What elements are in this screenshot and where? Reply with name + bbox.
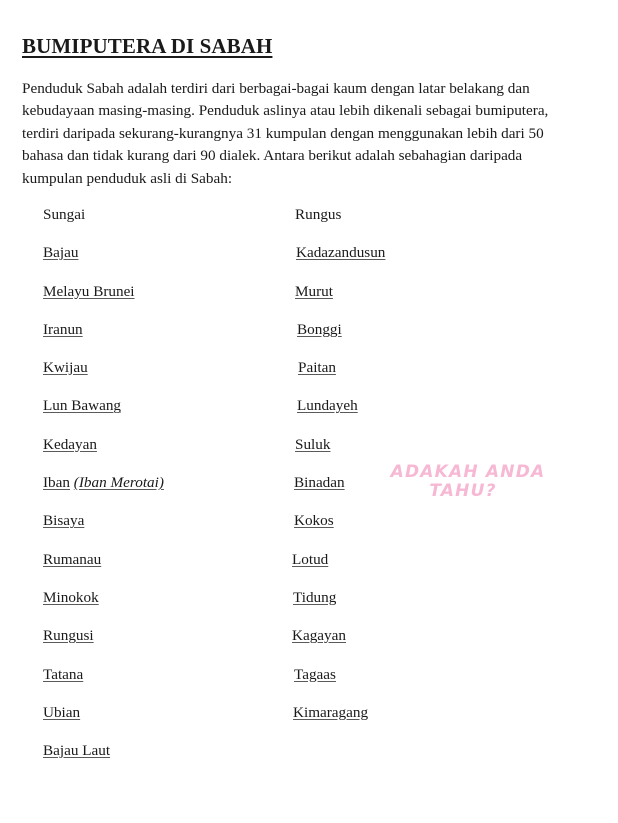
group-name: Suluk: [295, 435, 331, 453]
list-item: [292, 356, 385, 394]
group-name: Bisaya: [43, 512, 85, 530]
group-name: Iban: [43, 474, 70, 492]
intro-paragraph: Penduduk Sabah adalah terdiri dari berbagai-bagai kaum dengan latar belakang dan kebudayaan masing-masing. Penduduk aslinya atau lebih dikenali sebagai bumiputera, terdiri daripada sekurang-kurangnya 31 kumpulan dengan menggunakan lebih dari 50 bahasa dan tidak kurang dari 90 dialek. Antara berikut adalah sebahagian daripada kumpulan penduduk asli di Sabah:: [22, 80, 549, 187]
list-item: [292, 471, 385, 509]
list-item: [43, 433, 164, 471]
group-name: Kwijau: [43, 359, 88, 377]
group-name: Melayu Brunei: [43, 282, 135, 300]
group-name: Tagaas: [294, 665, 336, 683]
list-item: [292, 509, 385, 547]
group-name: Bajau Laut: [43, 742, 111, 760]
group-name: Lundayeh: [297, 397, 358, 415]
group-name: Rumanau: [43, 550, 102, 568]
group-name: Ubian: [43, 703, 81, 721]
group-name: Kokos: [294, 512, 334, 530]
left-group-list: [43, 203, 164, 777]
group-name: Tatana: [43, 665, 84, 683]
list-item: [43, 280, 164, 318]
group-name: Rungusi: [43, 627, 94, 645]
group-name: Lotud: [292, 550, 329, 568]
list-item: [292, 241, 385, 279]
list-item: [292, 624, 385, 662]
group-name: Minokok: [43, 588, 99, 606]
list-item: [43, 471, 164, 509]
group-name: Bajau: [43, 244, 79, 262]
group-name: Kagayan: [292, 627, 346, 645]
list-item: [43, 624, 164, 662]
list-item: [43, 586, 164, 624]
list-item: [43, 701, 164, 739]
group-name: Murut: [295, 282, 333, 300]
list-item: [43, 739, 164, 777]
list-item: [43, 203, 164, 241]
list-item: [292, 318, 385, 356]
group-name: Rungus: [295, 206, 342, 223]
group-name: Sungai: [43, 206, 86, 223]
page-title: BUMIPUTERA DI SABAH: [22, 34, 273, 58]
list-item: [43, 663, 164, 701]
right-group-list: [292, 203, 385, 739]
sticker-line-1: ADAKAH ANDA: [390, 462, 546, 482]
list-item: [43, 241, 164, 279]
sticker-line-2: TAHU?: [429, 481, 497, 501]
list-item: [292, 280, 385, 318]
list-item: [292, 586, 385, 624]
list-item: [43, 548, 164, 586]
list-item: [43, 509, 164, 547]
list-item: [292, 548, 385, 586]
group-name: Paitan: [298, 359, 336, 377]
list-item: [292, 663, 385, 701]
group-name: Kadazandusun: [296, 244, 386, 262]
list-item: [43, 318, 164, 356]
list-item: [292, 701, 385, 739]
group-subname: (Iban Merotai): [73, 474, 164, 492]
group-name: Iranun: [43, 320, 83, 338]
adakah-anda-tahu-sticker: [383, 458, 553, 504]
group-name: Bonggi: [297, 320, 342, 338]
group-name: Lun Bawang: [43, 397, 122, 415]
list-item: [292, 394, 385, 432]
group-name: Kedayan: [43, 435, 97, 453]
group-name: Tidung: [293, 588, 337, 606]
list-item: [43, 356, 164, 394]
group-name: Kimaragang: [293, 703, 369, 721]
group-name: Binadan: [294, 474, 345, 492]
list-item: [43, 394, 164, 432]
list-item: [292, 433, 385, 471]
list-item: [292, 203, 385, 241]
